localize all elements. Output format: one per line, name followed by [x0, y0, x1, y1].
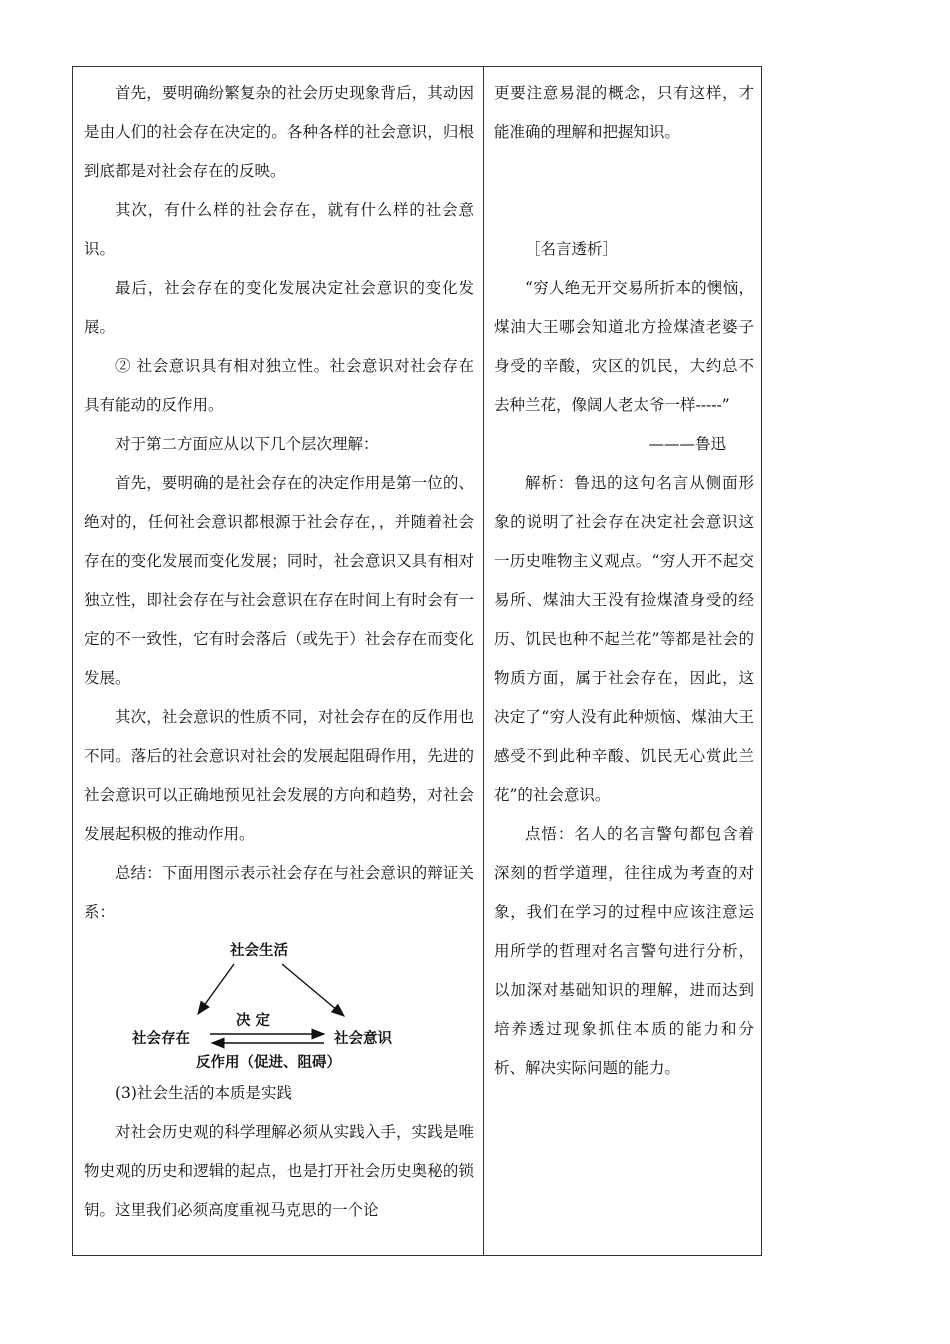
paragraph: ② 社会意识具有相对独立性。社会意识对社会存在具有能动的反作用。 — [84, 357, 474, 414]
analysis-paragraph: 解析：鲁迅的这句名言从侧面形象的说明了社会存在决定社会意识这一历史唯物主义观点。“穷人开不起交易所、煤油大王没有捡煤渣身受的经历、饥民也种不起兰花”等都是社会的物质方面，属于社会存在，因此，这决定了“穷人没有此种烦恼、煤油大王感受不到此种辛酸、饥民无心赏此兰花”的社会意识。 — [494, 474, 754, 804]
quote-author: ———鲁迅 — [648, 435, 726, 453]
paragraph: 其次，社会意识的性质不同，对社会存在的反作用也不同。落后的社会意识对社会的发展起阻碍作用，先进的社会意识可以正确地预见社会发展的方向和趋势，对社会发展起积极的推动作用。 — [84, 708, 474, 843]
insight-paragraph: 点悟：名人的名言警句都包含着深刻的哲学道理，往往成为考查的对象，我们在学习的过程中应该注意运用所学的哲理对名言警句进行分析，以加深对基础知识的理解，进而达到培养透过现象抓住本质的能力和分析、解决实际问题的能力。 — [494, 825, 754, 1077]
section-heading: (3)社会生活的本质是实践 — [115, 1084, 292, 1102]
paragraph: 对社会历史观的科学理解必须从实践入手，实践是唯物史观的历史和逻辑的起点，也是打开社会历史奥秘的锁钥。这里我们必须高度重视马克思的一个论 — [84, 1123, 474, 1219]
diagram-top-label: 社会生活 — [230, 943, 288, 959]
left-column — [84, 74, 474, 1230]
paragraph: 其次，有什么样的社会存在，就有什么样的社会意识。 — [84, 201, 474, 258]
arrow-top-to-left — [198, 964, 234, 1014]
quote-heading: ［名言透析］ — [525, 240, 619, 258]
paragraph: 首先，要明确纷繁复杂的社会历史现象背后，其动因是由人们的社会存在决定的。各种各样的社会意识，归根到底都是对社会存在的反映。 — [84, 84, 474, 180]
arrow-top-to-right — [282, 964, 344, 1016]
paragraph: 最后，社会存在的变化发展决定社会意识的变化发展。 — [84, 279, 474, 336]
spacer — [494, 152, 754, 230]
diagram-right-label: 社会意识 — [334, 1031, 392, 1047]
paragraph: 更要注意易混的概念，只有这样，才能准确的理解和把握知识。 — [494, 84, 754, 141]
relationship-diagram — [84, 936, 474, 1074]
paragraph: 总结：下面用图示表示社会存在与社会意识的辩证关系： — [84, 864, 474, 921]
right-column — [494, 74, 754, 1088]
paragraph: 对于第二方面应从以下几个层次理解： — [115, 435, 379, 453]
diagram-decide-label: 决 定 — [236, 1013, 271, 1029]
column-divider — [483, 66, 484, 1256]
paragraph: 首先，要明确的是社会存在的决定作用是第一位的、绝对的，任何社会意识都根源于社会存在，，并随着社会存在的变化发展而变化发展；同时，社会意识又具有相对独立性，即社会存在与社会意识在存在时间上有时会有一定的不一致性，它有时会落后（或先于）社会存在而变化发展。 — [84, 474, 474, 687]
diagram-react-label: 反作用（促进、阻碍） — [196, 1055, 341, 1071]
diagram-left-label: 社会存在 — [132, 1031, 190, 1047]
quote-text: “穷人绝无开交易所折本的懊恼，煤油大王哪会知道北方捡煤渣老婆子身受的辛酸，灾区的饥民，大约总不去种兰花，像阔人老太爷一样-----” — [494, 279, 754, 414]
